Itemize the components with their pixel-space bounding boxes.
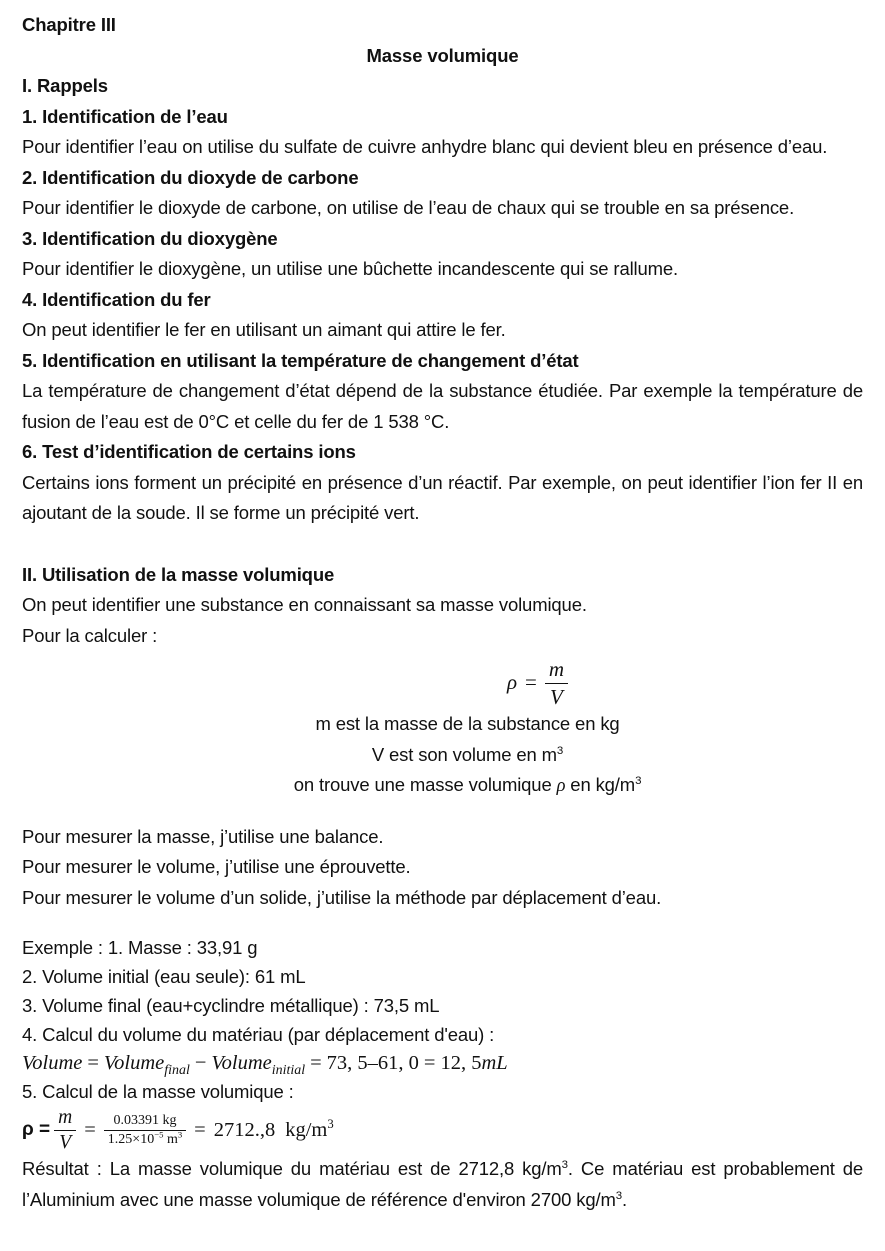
paragraph-mesure-masse: Pour mesurer la masse, j’utilise une balance. <box>22 825 384 847</box>
volume-formula <box>22 1049 863 1077</box>
equals-sign: = <box>84 1118 96 1141</box>
spacer <box>22 913 863 933</box>
formula-equals: = <box>525 670 537 695</box>
legend-volume-exponent: 3 <box>556 744 564 757</box>
section-utilisation-heading: II. Utilisation de la masse volumique <box>22 563 335 585</box>
denominator-exponent: −5 <box>154 1128 164 1139</box>
fraction-numerator: m <box>545 657 568 684</box>
result-text-3: . <box>621 1188 627 1210</box>
subheading-identification-dioxygene: 3. Identification du dioxygène <box>22 227 278 249</box>
example-line-calcul-masse-volumique: 5. Calcul de la masse volumique : <box>22 1081 294 1102</box>
result-text-1: Résultat : La masse volumique du matériau est de 2712,8 kg/m <box>22 1158 562 1179</box>
document-title: Masse volumique <box>366 44 519 66</box>
density-calculation-formula <box>22 1106 863 1154</box>
volume-result-unit: mL <box>481 1052 508 1074</box>
volume-term: Volume <box>22 1052 83 1074</box>
volume-initial-term: Volume <box>211 1052 272 1074</box>
paragraph-test-ions: Certains ions forment un précipité en présence d’un réactif. Par exemple, on peut identifier l’ion fer II en ajoutant de la soude. Il se forme un précipité vert. <box>22 471 863 523</box>
fraction-denominator: V <box>550 685 563 709</box>
volume-numbers: 73, 5–61, 0 <box>326 1052 419 1074</box>
paragraph-identification-eau: Pour identifier l’eau on utilise du sulfate de cuivre anhydre blanc qui devient bleu en présence d’eau. <box>22 136 828 157</box>
density-formula <box>117 651 885 709</box>
formula-fraction <box>545 657 568 710</box>
subheading-identification-eau: 1. Identification de l’eau <box>22 105 228 127</box>
legend-density-exponent: 3 <box>635 774 642 787</box>
minus-sign: − <box>194 1052 207 1074</box>
fraction-denominator: V <box>59 1131 72 1153</box>
equals-sign: = <box>194 1118 206 1141</box>
equals-sign: = <box>423 1052 436 1074</box>
legend-density-rho: ρ <box>556 776 566 796</box>
example-line-calcul-volume: 4. Calcul du volume du matériau (par déplacement d'eau) : <box>22 1024 495 1045</box>
subheading-identification-co2: 2. Identification du dioxyde de carbone <box>22 166 359 188</box>
equals-sign: = <box>87 1052 99 1074</box>
legend-density-text-post: en kg/m <box>565 774 636 795</box>
volume-initial-subscript: initial <box>271 1063 306 1079</box>
subheading-identification-fer: 4. Identification du fer <box>22 288 211 310</box>
example-line-masse: Exemple : 1. Masse : 33,91 g <box>22 937 258 958</box>
volume-final-subscript: final <box>164 1063 190 1079</box>
volume-final-term: Volume <box>103 1052 165 1074</box>
legend-density-text-pre: on trouve une masse volumique <box>293 774 557 795</box>
paragraph-pour-la-calculer: Pour la calculer : <box>22 624 158 646</box>
example-line-volume-final: 3. Volume final (eau+cyclindre métallique) : 73,5 mL <box>22 995 440 1016</box>
legend-volume <box>47 740 885 771</box>
density-result-value: 2712.,8 <box>213 1118 276 1141</box>
unit-base: kg/m <box>285 1118 328 1141</box>
paragraph-identification-fer: On peut identifier le fer en utilisant un aimant qui attire le fer. <box>22 319 506 340</box>
result-paragraph <box>22 1154 863 1215</box>
paragraph-mesure-volume: Pour mesurer le volume, j’utilise une éprouvette. <box>22 856 411 877</box>
section-rappels-heading: I. Rappels <box>22 75 108 96</box>
fraction-numerator: 0.03391 kg <box>104 1113 186 1131</box>
spacer <box>22 802 863 822</box>
equals-sign: = <box>310 1052 322 1074</box>
denominator-unit-exponent: 3 <box>177 1128 183 1139</box>
paragraph-intro-masse-volumique: On peut identifier une substance en connaissant sa masse volumique. <box>22 594 587 615</box>
result-exponent-2: 3 <box>615 1189 622 1202</box>
fraction-numerator: m <box>54 1107 76 1131</box>
denominator-base: 1.25×10 <box>107 1131 155 1147</box>
result-exponent-1: 3 <box>561 1158 568 1171</box>
example-line-volume-initial: 2. Volume initial (eau seule): 61 mL <box>22 966 306 987</box>
rho-equals-label: ρ = <box>22 1119 51 1140</box>
density-result-unit <box>285 1116 334 1142</box>
volume-result-value: 12, 5 <box>440 1052 482 1074</box>
chapter-label: Chapitre III <box>22 14 116 35</box>
subheading-identification-temperature: 5. Identification en utilisant la température de changement d’état <box>22 349 579 371</box>
fraction-denominator <box>104 1128 186 1148</box>
paragraph-identification-co2: Pour identifier le dioxyde de carbone, on utilise de l’eau de chaux qui se trouble en sa présence. <box>22 197 795 218</box>
spacer <box>22 529 863 560</box>
paragraph-identification-temperature: La température de changement d’état dépend de la substance étudiée. Par exemple la température de fusion de l’eau est de 0°C et celle du fer de 1 538 °C. <box>22 380 863 432</box>
result-text-2: . Ce matériau est probablement de l’Aluminium avec une masse volumique de référence d'environ 2700 kg/m <box>22 1158 864 1210</box>
legend-mass: m est la masse de la substance en kg <box>315 713 620 734</box>
numeric-fraction <box>104 1113 186 1148</box>
subheading-test-ions: 6. Test d’identification de certains ions <box>22 441 356 462</box>
unit-exponent: 3 <box>327 1116 334 1131</box>
mass-over-volume-fraction <box>54 1107 76 1154</box>
legend-volume-text: V est son volume en m <box>371 743 557 765</box>
formula-rho: ρ <box>506 670 518 695</box>
paragraph-mesure-solide: Pour mesurer le volume d’un solide, j’utilise la méthode par déplacement d’eau. <box>22 886 662 908</box>
paragraph-identification-dioxygene: Pour identifier le dioxygène, un utilise une bûchette incandescente qui se rallume. <box>22 258 679 279</box>
legend-density <box>47 770 885 802</box>
denominator-unit: m <box>163 1131 178 1147</box>
